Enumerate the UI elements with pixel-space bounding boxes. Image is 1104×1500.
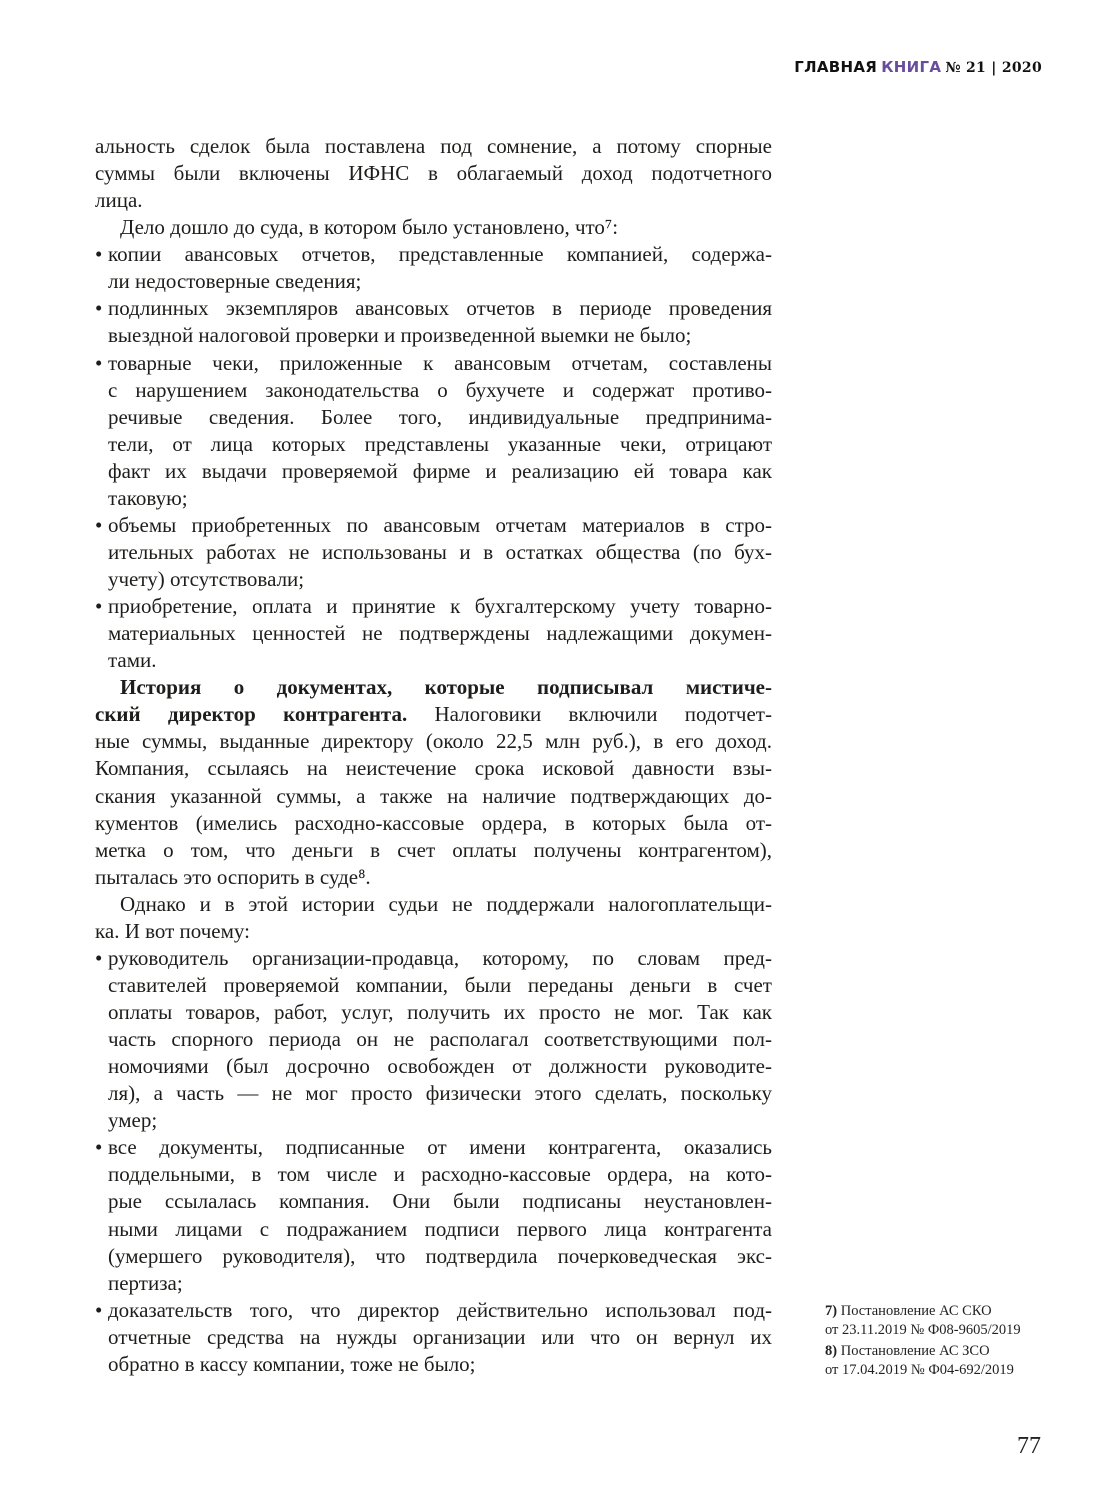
text-line (95, 241, 772, 268)
line-text: Дело дошло до суда, в котором было установлено, что⁷: (120, 215, 619, 240)
line-text: скания указанной суммы, а также на наличие подтверждающих до- (95, 783, 772, 808)
text-line (95, 891, 772, 918)
bullet-icon: • (95, 945, 103, 970)
paragraph (95, 674, 772, 891)
text-line (95, 972, 772, 999)
issue-number: № 21 | 2020 (945, 60, 1042, 76)
line-text: подлинных экземпляров авансовых отчетов в периоде проведения (108, 296, 772, 321)
line-text: поддельными, в том числе и расходно-кассовые ордера, на кото- (108, 1162, 772, 1187)
line-text: Компания, ссылаясь на неистечение срока исковой давности взы- (95, 756, 772, 781)
line-text: умер; (108, 1108, 158, 1133)
line-text: ными лицами с подражанием подписи первого лица контрагента (108, 1216, 772, 1241)
page-number: 77 (1017, 1433, 1041, 1459)
line-text: материальных ценностей не подтверждены надлежащими докумен- (108, 621, 772, 646)
line-text: приобретение, оплата и принятие к бухгалтерскому учету товарно- (108, 594, 772, 619)
text-line (95, 485, 772, 512)
text-line (95, 160, 772, 187)
text-line (95, 755, 772, 782)
text-line (95, 566, 772, 593)
text-line (95, 1270, 772, 1297)
article-body (95, 133, 772, 1378)
line-text: таковую; (108, 485, 188, 510)
line-text: ные суммы, выданные директору (около 22,5 млн руб.), в его доход. (95, 729, 772, 754)
line-text: обратно в кассу компании, тоже не было; (108, 1351, 476, 1376)
bullet-item (95, 593, 772, 674)
line-text: руководитель организации-продавца, которому, по словам пред- (108, 945, 772, 970)
bullet-item (95, 241, 772, 295)
text-line (95, 701, 772, 728)
bullet-item (95, 512, 772, 593)
text-line (95, 647, 772, 674)
line-text: факт их выдачи проверяемой фирме и реализацию ей товара как (108, 458, 772, 483)
line-text: тели, от лица которых представлены указанные чеки, отрицают (108, 431, 772, 456)
bold-lead-in: ский директор контрагента. (95, 702, 408, 727)
magazine-title-part1: ГЛАВНАЯ (794, 58, 878, 76)
text-line (95, 593, 772, 620)
footnote-ref: от 23.11.2019 № Ф08-9605/2019 (825, 1321, 1021, 1338)
bullet-icon: • (95, 1135, 103, 1160)
text-line (95, 1080, 772, 1107)
line-text: суммы были включены ИФНС в облагаемый доход подотчетного (95, 161, 772, 186)
bullet-item (95, 1134, 772, 1296)
line-text: учету) отсутствовали; (108, 567, 305, 591)
text-line (95, 1297, 772, 1324)
bullet-icon: • (95, 242, 103, 267)
bullet-icon: • (95, 350, 103, 375)
line-text: ка. И вот почему: (95, 918, 250, 943)
line-text: Однако и в этой истории судьи не поддержали налогоплательщи- (120, 891, 772, 916)
footnote-8 (825, 1342, 1021, 1379)
bullet-item (95, 350, 772, 512)
text-line (95, 1053, 772, 1080)
footnote-ref: от 17.04.2019 № Ф04-692/2019 (825, 1361, 1014, 1378)
text-line (95, 539, 772, 566)
line-text: часть спорного периода он не располагал соответствующими пол- (108, 1027, 772, 1052)
line-text: рые ссылалась компания. Они были подписаны неустановлен- (108, 1189, 772, 1214)
bullet-item (95, 295, 772, 349)
line-text: альность сделок была поставлена под сомнение, а потому спорные (95, 134, 772, 158)
line-text: все документы, подписанные от имени контрагента, оказались (108, 1135, 772, 1160)
paragraph (95, 133, 772, 214)
text-line (95, 999, 772, 1026)
line-text: отчетные средства на нужды организации или что он вернул их (108, 1324, 772, 1349)
text-line (95, 295, 772, 322)
line-text: метка о том, что деньги в счет оплаты получены контрагентом), (95, 837, 772, 862)
footnotes (825, 1302, 1021, 1382)
text-line (95, 187, 772, 214)
text-line (95, 377, 772, 404)
bullet-item (95, 1297, 772, 1378)
text-line (95, 837, 772, 864)
bullet-icon: • (95, 594, 103, 619)
text-line (95, 1351, 772, 1378)
text-line (95, 864, 772, 891)
text-line (95, 810, 772, 837)
running-header (794, 58, 1042, 77)
footnote-number: 7) (825, 1303, 838, 1319)
line-text: Налоговики включили подотчет- (407, 702, 772, 727)
line-text: пертиза; (108, 1270, 183, 1295)
line-text: (умершего руководителя), что подтвердила почерковедческая экс- (108, 1243, 772, 1268)
text-line (95, 1216, 772, 1243)
line-text: ля), а часть — не мог просто физически этого сделать, поскольку (108, 1081, 772, 1106)
text-line (95, 133, 772, 160)
footnote-text: Постановление АС СКО (840, 1303, 992, 1319)
text-line (95, 783, 772, 810)
line-text: товарные чеки, приложенные к авансовым отчетам, составлены (108, 350, 772, 375)
text-line (95, 214, 772, 241)
line-text: доказательств того, что директор действительно использовал под- (108, 1297, 772, 1322)
bullet-icon: • (95, 296, 103, 321)
footnote-7 (825, 1302, 1021, 1339)
line-text: тами. (108, 648, 157, 673)
text-line (95, 458, 772, 485)
paragraph (95, 891, 772, 945)
text-line (95, 1134, 772, 1161)
text-line (95, 431, 772, 458)
line-text: ительных работах не использованы и в остатках общества (по бух- (108, 539, 772, 564)
text-line (95, 1107, 772, 1134)
text-line (95, 512, 772, 539)
line-text: лица. (95, 188, 143, 213)
magazine-title-part2: КНИГА (881, 58, 942, 76)
text-line (95, 404, 772, 431)
paragraph (95, 214, 772, 241)
text-line (95, 268, 772, 295)
line-text: номочиями (был досрочно освобожден от должности руководите- (108, 1054, 772, 1079)
text-line (95, 728, 772, 755)
text-line (95, 1243, 772, 1270)
text-line (95, 1026, 772, 1053)
text-line (95, 918, 772, 945)
line-text: ставителей проверяемой компании, были переданы деньги в счет (108, 972, 772, 997)
text-line (95, 620, 772, 647)
line-text: копии авансовых отчетов, представленные компанией, содержа- (108, 242, 772, 267)
bullet-icon: • (95, 1297, 103, 1322)
text-line (95, 350, 772, 377)
bullet-item (95, 945, 772, 1134)
bold-lead-in: История о документах, которые подписывал мистиче- (120, 675, 772, 700)
line-text: выездной налоговой проверки и произведенной выемки не было; (108, 323, 692, 348)
line-text: объемы приобретенных по авансовым отчетам материалов в стро- (108, 512, 772, 537)
footnote-number: 8) (825, 1343, 838, 1359)
text-line (95, 1161, 772, 1188)
bullet-icon: • (95, 512, 103, 537)
line-text: ли недостоверные сведения; (108, 269, 362, 294)
line-text: речивые сведения. Более того, индивидуальные предпринима- (108, 404, 772, 429)
footnote-text: Постановление АС ЗСО (840, 1343, 990, 1359)
text-line (95, 322, 772, 349)
line-text: с нарушением законодательства о бухучете и содержат противо- (108, 377, 772, 402)
text-line (95, 1324, 772, 1351)
line-text: пыталась это оспорить в суде⁸. (95, 864, 371, 889)
text-line (95, 1188, 772, 1215)
text-line (95, 674, 772, 701)
text-line (95, 945, 772, 972)
line-text: кументов (имелись расходно-кассовые ордера, в которых была от- (95, 810, 772, 835)
line-text: оплаты товаров, работ, услуг, получить их просто не мог. Так как (108, 1000, 772, 1024)
